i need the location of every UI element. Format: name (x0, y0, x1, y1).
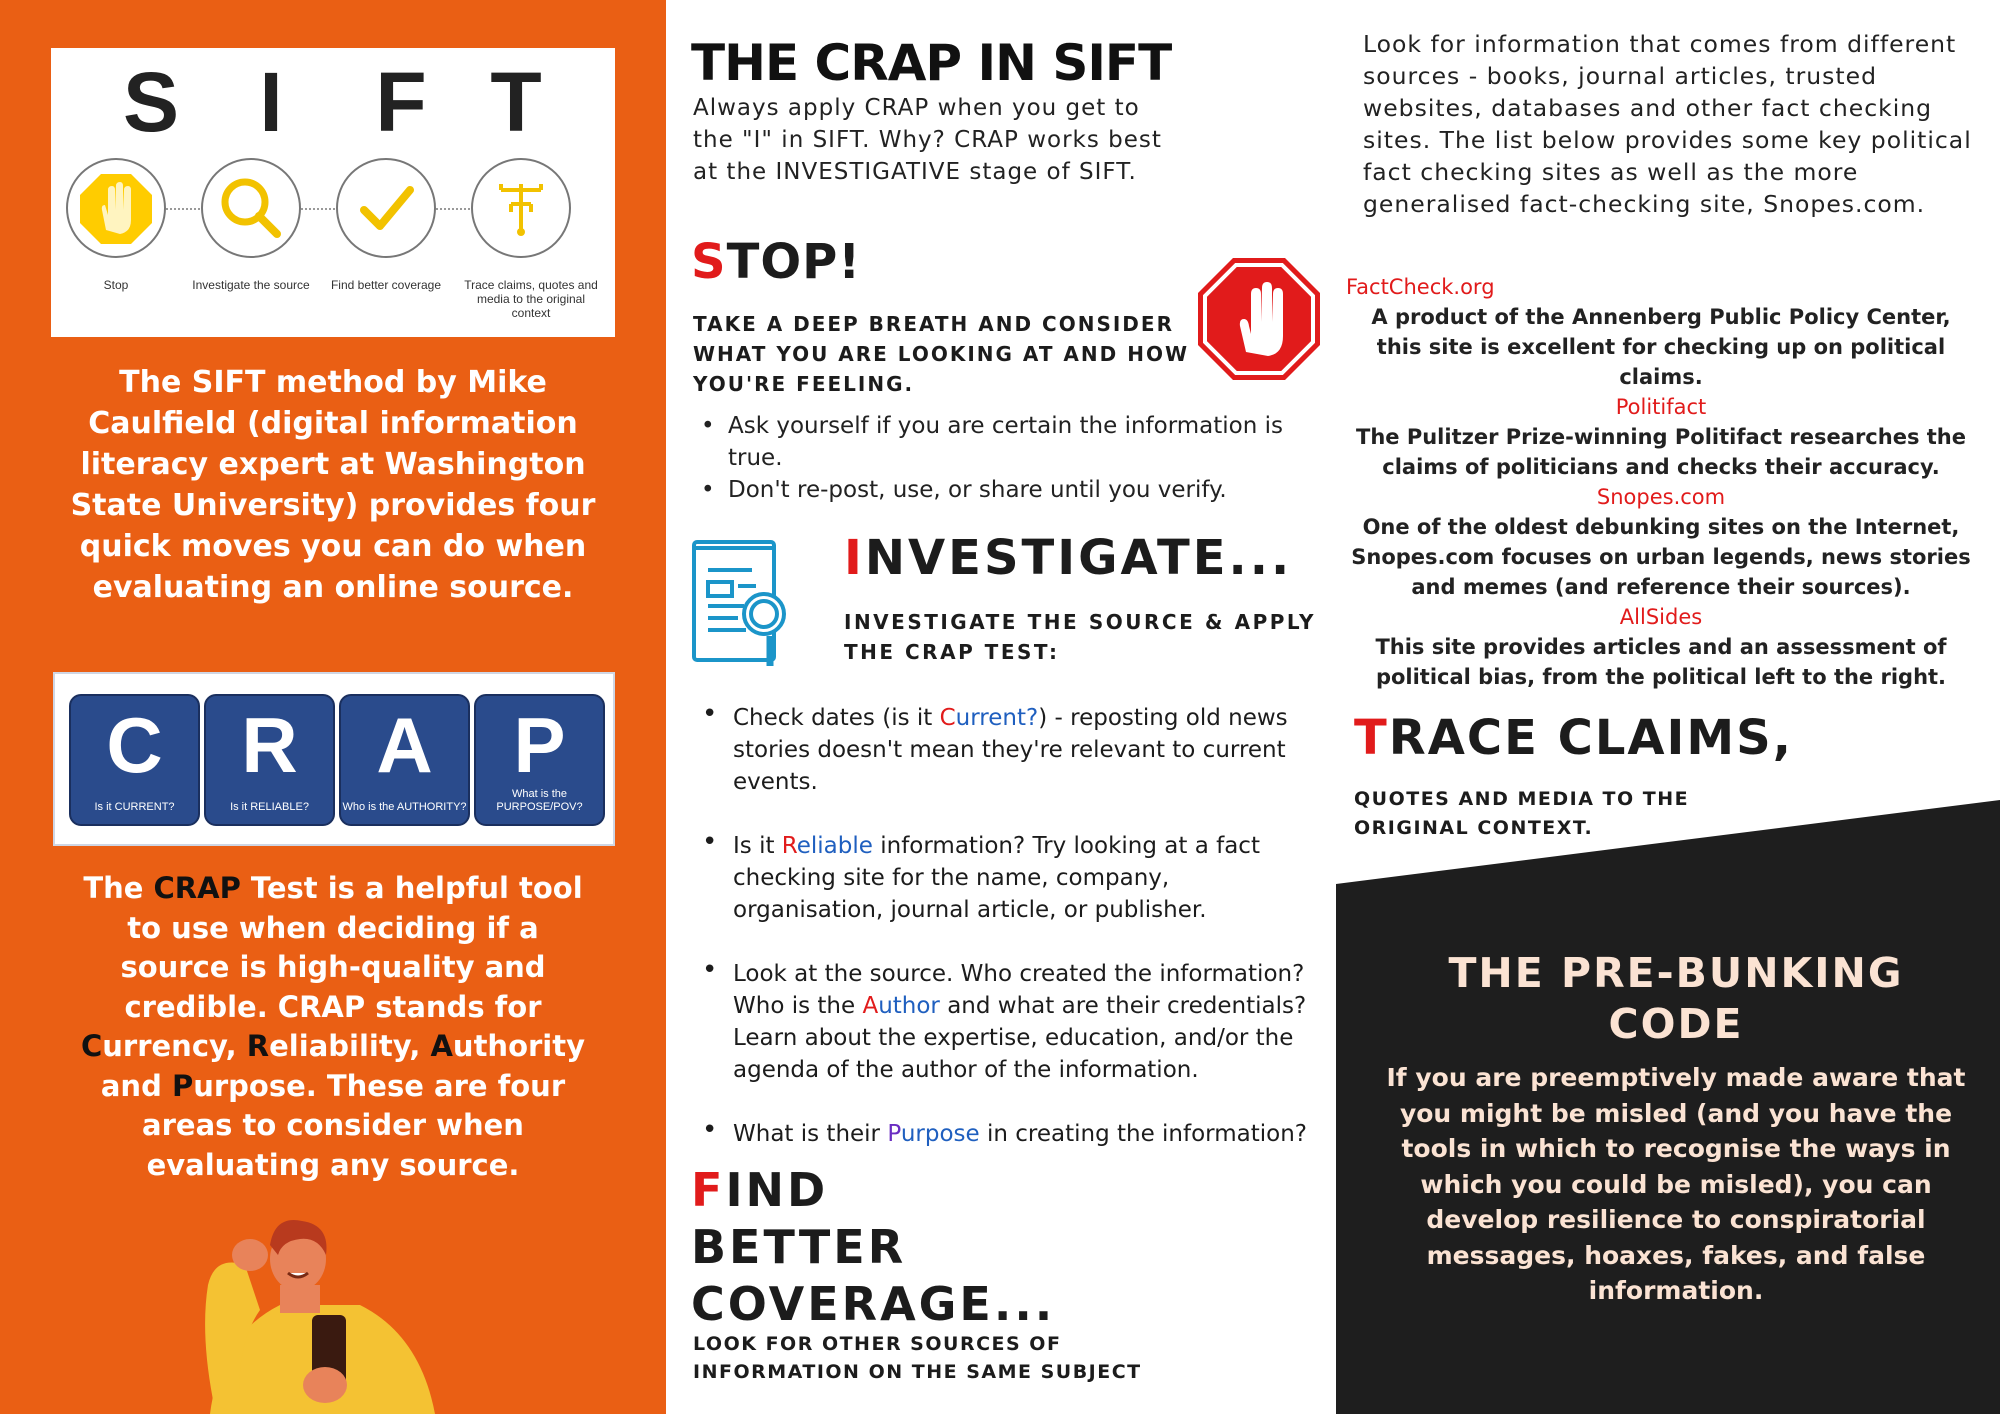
stop-subtitle: TAKE A DEEP BREATH AND CONSIDER WHAT YOU ARE LOOKING AT AND HOW YOU'RE FEELING. (693, 312, 1190, 396)
text-span: urpose. These are four areas to consider when evaluating any source. (142, 1068, 566, 1182)
find-heading-line2: BETTER (691, 1220, 907, 1274)
list-item (700, 830, 1320, 926)
crap-tile-letter: P (513, 701, 566, 789)
text-span: urrency, (102, 1029, 247, 1063)
sift-caption-investigate: Investigate the source (192, 278, 310, 292)
person-with-phone-illustration (190, 1215, 450, 1414)
text-span: uthority and (100, 1029, 586, 1103)
page-title: THE CRAP IN SIFT (691, 34, 1172, 92)
heading-initial: S (691, 234, 727, 290)
heading-rest: IND (725, 1163, 829, 1217)
stop-heading (691, 234, 861, 290)
letter-r: R (781, 833, 797, 859)
sift-letter-f: F (375, 55, 427, 149)
text-span: Is it (733, 833, 782, 859)
letter-c: C (939, 705, 956, 731)
trace-subtitle: QUOTES AND MEDIA TO THE ORIGINAL CONTEXT. (1354, 788, 1690, 839)
stop-sign-icon (1196, 256, 1322, 382)
text-span: eliability, (269, 1029, 431, 1063)
trace-tree-icon (471, 158, 571, 258)
sift-letter-t: T (490, 55, 542, 149)
prebunking-text: If you are preemptively made aware that you might be misled (and you have the tools in which to recognise the ways in which you could be misled), you can develop resilience to conspiratorial messages, hoaxes, fakes, and false information. (1386, 1063, 1966, 1305)
find-subtitle: LOOK FOR OTHER SOURCES OF INFORMATION ON THE SAME SUBJECT (693, 1333, 1142, 1383)
find-heading-line3: COVERAGE... (691, 1277, 1056, 1331)
crap-tile-caption: Is it CURRENT? (94, 801, 175, 813)
keyword-purpose: urpose (900, 1121, 980, 1147)
crap-highlight: CRAP (153, 871, 241, 905)
crap-tile-letter: R (241, 701, 298, 789)
sift-letters (51, 54, 615, 154)
sift-caption-stop: Stop (103, 278, 129, 292)
site-desc-snopes: One of the oldest debunking sites on the Internet, Snopes.com focuses on urban legends, news stories and memes (and reference their sources). (1351, 515, 1971, 599)
heading-rest: RACE CLAIMS, (1388, 710, 1793, 766)
crap-tile-r (204, 694, 335, 826)
crap-graphic (53, 672, 615, 846)
heading-rest: TOP! (726, 234, 862, 290)
crap-intro-text: Always apply CRAP when you get to the "I" in SIFT. Why? CRAP works best at the INVESTIGATIVE stage of SIFT. (693, 95, 1162, 185)
text-span: Test is a helpful tool to use when deciding if a source is high-quality and credible. CRAP stands for (120, 871, 583, 1024)
list-item: • Don't re-post, use, or share until you verify. (701, 474, 1301, 506)
text-span: ) - reposting old news stories doesn't mean they're relevant to current events. (733, 705, 1288, 795)
list-item: • Ask yourself if you are certain the information is true. (701, 410, 1301, 474)
trace-heading (1354, 710, 1793, 766)
site-name-politifact[interactable]: Politifact (1615, 395, 1707, 419)
text-span: The (83, 871, 154, 905)
letter-p: P (887, 1121, 901, 1147)
letter-r: R (246, 1029, 270, 1063)
crap-tile-letter: C (106, 701, 163, 789)
find-heading-line1 (691, 1162, 1055, 1219)
text-span: information? Try looking at a fact checking site for the name, company, organisation, journal article, or publisher. (733, 833, 1260, 923)
letter-a: A (430, 1029, 453, 1063)
list-item (700, 958, 1320, 1086)
stop-hand-icon (66, 158, 166, 258)
keyword-current: urrent? (955, 705, 1039, 731)
crap-tile-caption: Is it RELIABLE? (230, 801, 309, 813)
fact-check-sites (1346, 272, 1976, 692)
text-span: Check dates (is it (733, 705, 940, 731)
crap-tile-c (69, 694, 200, 826)
crap-tile-p (474, 694, 605, 826)
checkmark-icon (336, 158, 436, 258)
keyword-reliable: eliable (796, 833, 873, 859)
site-desc-allsides: This site provides articles and an assessment of political bias, from the political left to the right. (1375, 635, 1947, 689)
sift-graphic (51, 48, 615, 337)
site-name-factcheck[interactable]: FactCheck.org (1346, 275, 1495, 299)
investigate-bullet-list (700, 702, 1320, 1182)
sift-letter-i: I (259, 55, 283, 149)
heading-initial: I (844, 530, 865, 586)
middle-column (666, 0, 1336, 1414)
stop-bullet-list (701, 410, 1301, 506)
text-span: Look at the source. Who created the information? Who is the (733, 961, 1305, 1019)
letter-a: A (862, 993, 879, 1019)
prebunking-title: THE PRE-BUNKING CODE (1448, 949, 1904, 1048)
crap-description (70, 869, 596, 1185)
site-name-allsides[interactable]: AllSides (1619, 605, 1703, 629)
sift-caption-trace: Trace claims, quotes and media to the original context (464, 278, 598, 320)
find-heading (691, 1162, 1055, 1333)
text-span: in creating the information? (979, 1121, 1307, 1147)
text-span: What is their (733, 1121, 888, 1147)
list-item (700, 702, 1320, 798)
letter-c: C (80, 1029, 103, 1063)
site-name-snopes[interactable]: Snopes.com (1596, 485, 1726, 509)
crap-tile-a (339, 694, 470, 826)
left-panel (0, 0, 666, 1414)
crap-tile-caption: What is the PURPOSE/POV? (496, 788, 583, 813)
magnifier-icon (201, 158, 301, 258)
crap-tile-letter: A (376, 701, 433, 789)
sift-description: The SIFT method by Mike Caulfield (digital information literacy expert at Washington State University) provides four quick moves you can do when evaluating an online source. (70, 365, 596, 605)
document-search-icon (690, 532, 794, 672)
investigate-heading (844, 530, 1292, 586)
heading-initial: F (691, 1163, 726, 1217)
sift-letter-s: S (122, 55, 180, 149)
site-desc-politifact: The Pulitzer Prize-winning Politifact researches the claims of politicians and checks their accuracy. (1356, 425, 1966, 479)
letter-p: P (171, 1068, 194, 1103)
heading-rest: NVESTIGATE... (864, 530, 1293, 586)
list-item (700, 1118, 1320, 1150)
heading-initial: T (1354, 710, 1389, 766)
site-desc-factcheck: A product of the Annenberg Public Policy Center, this site is excellent for checking up on political claims. (1371, 305, 1951, 389)
sift-caption-find: Find better coverage (330, 278, 442, 292)
investigate-subtitle: INVESTIGATE THE SOURCE & APPLY THE CRAP TEST: (844, 610, 1316, 664)
crap-tile-caption: Who is the AUTHORITY? (342, 801, 467, 813)
keyword-author: uthor (878, 993, 940, 1019)
text-span: and what are their credentials? Learn about the expertise, education, and/or the agenda of the author of the information. (733, 993, 1307, 1083)
right-column (1336, 0, 2000, 1414)
find-coverage-intro: Look for information that comes from different sources - books, journal articles, trusted websites, databases and other fact checking sites. The list below provides some key political fact checking sites as well as the more generalised fact-checking site, Snopes.com. (1363, 30, 1972, 218)
